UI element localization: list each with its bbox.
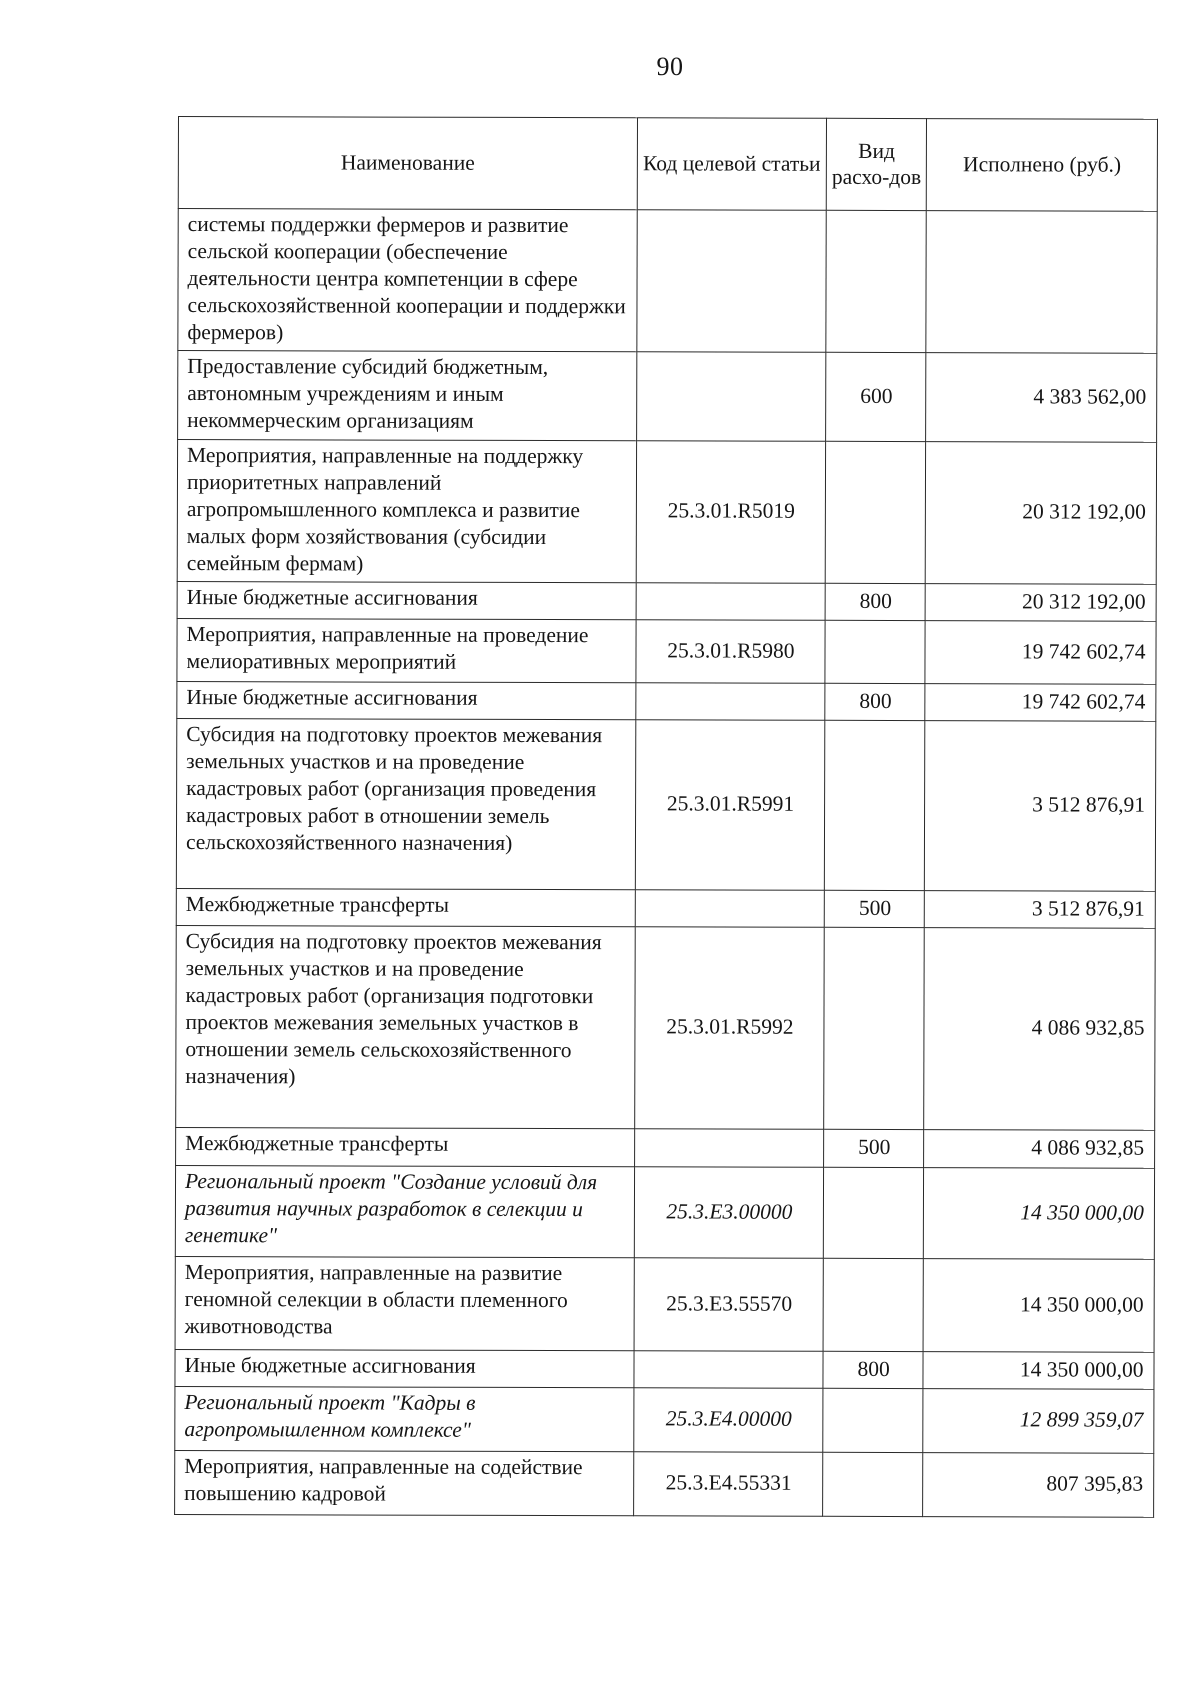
row-name: Мероприятия, направленные на развитие геномной селекции в области племенного животноводства — [175, 1256, 634, 1350]
table-row — [175, 1256, 1154, 1352]
row-kind: 500 — [824, 890, 925, 927]
row-kind: 800 — [825, 683, 926, 720]
row-code: 25.3.01.R5992 — [635, 927, 825, 1130]
row-amount: 3 512 876,91 — [925, 721, 1156, 892]
row-code — [634, 1351, 823, 1389]
row-code: 25.3.01.R5019 — [636, 441, 825, 584]
row-amount: 4 086 932,85 — [924, 1130, 1155, 1169]
row-amount: 14 350 000,00 — [923, 1259, 1154, 1353]
row-code — [634, 1129, 823, 1168]
row-kind — [823, 1388, 924, 1452]
row-name: системы поддержки фермеров и развитие сельской кооперации (обеспечение деятельности центра компетенции в сфере сельскохозяйственной кооперации и поддержки фермеров) — [178, 209, 637, 352]
row-name: Мероприятия, направленные на проведение мелиоративных мероприятий — [177, 618, 636, 682]
row-code — [637, 352, 826, 442]
table-row — [175, 1165, 1154, 1259]
row-amount: 4 383 562,00 — [926, 353, 1157, 443]
row-name: Субсидия на подготовку проектов межевания земельных участков и на проведение кадастровых работ (организация подготовки проектов межевания земельных участков в отношении земель сельскохозяйственного назначения) — [176, 925, 635, 1128]
row-name: Мероприятия, направленные на содействие повышению кадровой — [175, 1450, 634, 1515]
table-row — [177, 581, 1156, 621]
row-kind — [826, 210, 927, 352]
row-code: 25.3.E4.00000 — [634, 1388, 823, 1453]
table-header-row — [178, 117, 1157, 212]
row-kind — [823, 1167, 924, 1258]
row-amount: 14 350 000,00 — [923, 1352, 1154, 1390]
row-amount: 3 512 876,91 — [925, 891, 1156, 929]
row-kind — [824, 927, 925, 1129]
row-amount: 20 312 192,00 — [926, 584, 1157, 622]
row-kind — [823, 1258, 924, 1351]
row-kind — [825, 441, 926, 583]
table-row — [176, 888, 1155, 928]
table-row — [178, 351, 1157, 443]
row-amount: 19 742 602,74 — [925, 621, 1156, 685]
table-row — [175, 1450, 1154, 1517]
row-code: 25.3.E3.55570 — [634, 1258, 823, 1352]
row-name: Предоставление субсидий бюджетным, автономным учреждениям и иным некоммерческим организациям — [178, 351, 637, 441]
row-kind: 500 — [823, 1129, 924, 1167]
row-name: Межбюджетные трансферты — [176, 1127, 635, 1166]
row-name: Региональный проект "Создание условий для развития научных разработок в селекции и генетике" — [175, 1165, 634, 1257]
row-kind — [825, 620, 926, 683]
row-name: Региональный проект "Кадры в агропромышленном комплексе" — [175, 1386, 634, 1451]
row-kind: 800 — [825, 583, 926, 620]
table-row — [178, 209, 1157, 354]
row-amount: 14 350 000,00 — [924, 1168, 1155, 1260]
table-row — [176, 1127, 1155, 1168]
header-amount: Исполнено (руб.) — [927, 119, 1158, 212]
header-code: Код целевой статьи — [637, 118, 826, 211]
table-row — [177, 681, 1156, 721]
budget-execution-table — [174, 116, 1158, 1518]
row-amount: 12 899 359,07 — [923, 1389, 1154, 1454]
table-row — [177, 618, 1156, 684]
row-kind: 800 — [823, 1351, 924, 1388]
row-name: Иные бюджетные ассигнования — [175, 1349, 634, 1387]
row-code: 25.3.E3.00000 — [634, 1167, 823, 1259]
page-number: 90 — [656, 52, 684, 81]
row-kind — [824, 720, 925, 890]
row-code — [636, 583, 825, 621]
row-name: Иные бюджетные ассигнования — [177, 581, 636, 619]
row-kind: 600 — [826, 352, 927, 441]
row-name: Иные бюджетные ассигнования — [177, 681, 636, 719]
row-code: 25.3.01.R5980 — [636, 620, 825, 684]
table-row — [175, 1386, 1154, 1453]
table-row — [177, 440, 1156, 585]
row-code — [636, 683, 825, 721]
table-row — [175, 1349, 1154, 1389]
row-amount: 807 395,83 — [923, 1453, 1154, 1518]
row-kind — [823, 1452, 924, 1516]
row-code — [635, 890, 824, 928]
row-name: Межбюджетные трансферты — [176, 888, 635, 926]
header-kind: Вид расхо-дов — [826, 118, 927, 210]
header-name: Наименование — [178, 117, 637, 210]
row-code — [637, 210, 826, 353]
row-amount: 19 742 602,74 — [925, 684, 1156, 722]
row-amount: 4 086 932,85 — [924, 928, 1155, 1131]
table-row — [176, 925, 1156, 1130]
table-row — [176, 718, 1155, 891]
row-name: Мероприятия, направленные на поддержку приоритетных направлений агропромышленного комплекса и развитие малых форм хозяйствования (субсидии семейным фермам) — [177, 440, 636, 583]
row-code: 25.3.E4.55331 — [633, 1452, 822, 1517]
row-code: 25.3.01.R5991 — [635, 720, 824, 891]
row-amount: 20 312 192,00 — [926, 442, 1157, 585]
row-amount — [926, 211, 1157, 354]
row-name: Субсидия на подготовку проектов межевания земельных участков и на проведение кадастровых работ (организация проведения кадастровых работ в отношении земель сельскохозяйственного назначения) — [176, 718, 635, 889]
